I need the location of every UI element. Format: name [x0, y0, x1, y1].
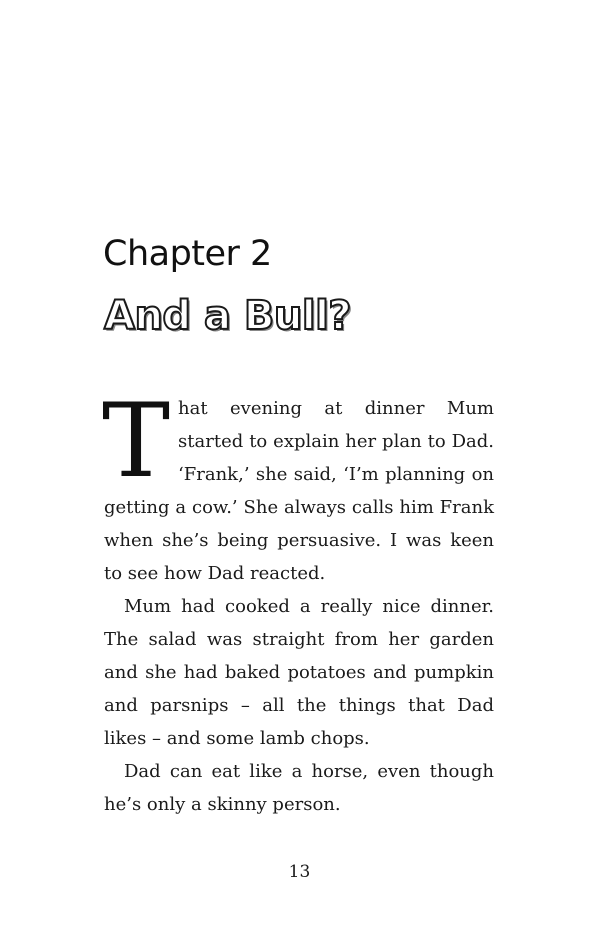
page-number: 13	[288, 862, 311, 882]
chapter-label: Chapter 2	[103, 234, 272, 274]
drop-cap: T	[102, 382, 171, 501]
body-text	[102, 382, 494, 821]
paragraph-1	[102, 382, 494, 590]
paragraph-2: Mum had cooked a really nice dinner. The salad was straight from her garden and she had baked potatoes and pumpkin and parsnips – all the things that Dad likes – and some lamb chops.	[104, 596, 494, 749]
paragraph-3: Dad can eat like a horse, even though he’s only a skinny person.	[104, 761, 494, 815]
chapter-title: And a Bull?	[104, 293, 351, 339]
paragraph-1-text: hat evening at dinner Mum started to explain her plan to Dad. ‘Frank,’ she said, ‘I’m planning on getting a cow.’ She always calls him Frank when she’s being persuasive. I was keen to see how Dad reacted.	[104, 398, 494, 584]
